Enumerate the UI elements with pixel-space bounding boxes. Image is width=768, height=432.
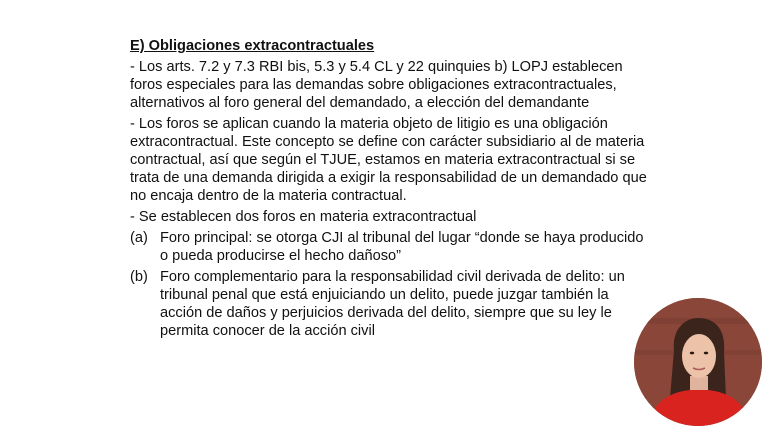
list-item-b [130,268,650,340]
presenter-video [634,298,762,426]
presenter-webcam [634,298,762,426]
list-marker: (b) [130,269,148,285]
slide-paragraph-1: - Los arts. 7.2 y 7.3 RBI bis, 5.3 y 5.4 CL y 22 quinquies b) LOPJ establecen foros especiales para las demandas sobre obligaciones extracontractuales, alternativos al foro general del demandado, a elección del demandante [130,59,623,111]
slide-heading: E) Obligaciones extracontractuales [130,38,375,54]
list-item-a [130,229,650,265]
list-text: Foro principal: se otorga CJI al tribunal del lugar “donde se haya producido o pueda producirse el hecho dañoso” [160,230,644,264]
slide-paragraph-3: - Se establecen dos foros en materia extracontractual [130,209,477,225]
slide-content [130,37,650,343]
slide-paragraph-2: - Los foros se aplican cuando la materia objeto de litigio es una obligación extracontractual. Este concepto se define con carácter subsidiario al de materia contractual, así que según el TJUE, estamos en materia extracontractual si se trata de una demanda dirigida a exigir la responsabilidad de un demandado que no encaja dentro de la materia contractual. [130,116,647,204]
list-text: Foro complementario para la responsabilidad civil derivada de delito: un tribunal penal que está enjuiciando un delito, puede juzgar también la acción de daños y perjuicios derivada del delito, siempre que su ley le permita conocer de la acción civil [160,269,625,339]
list-marker: (a) [130,230,148,246]
